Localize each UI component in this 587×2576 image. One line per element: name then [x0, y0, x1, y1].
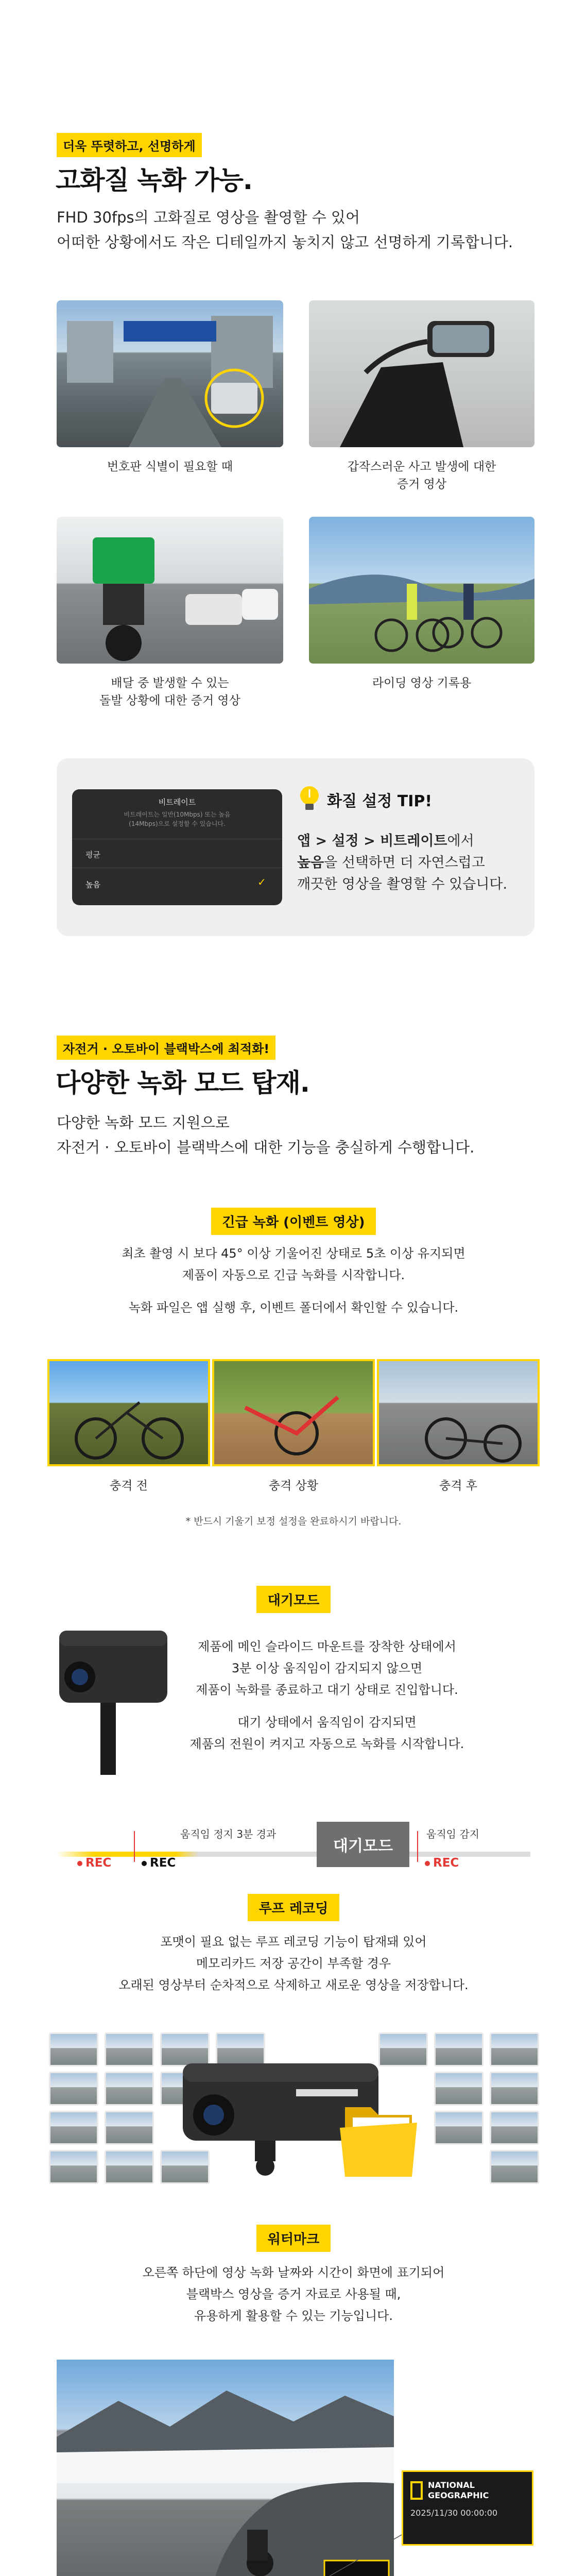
tip-line1	[297, 831, 474, 852]
loop-tag: 루프 레코딩	[248, 1894, 340, 1921]
video-thumbnail	[49, 2072, 98, 2106]
emergency-header	[0, 1208, 587, 1235]
rec-label: REC	[85, 1856, 112, 1870]
loop-line2: 메모리카드 저장 공간이 부족할 경우	[196, 1956, 391, 1971]
video-thumbnail	[490, 2032, 539, 2066]
watermark-header	[0, 2225, 587, 2252]
video-thumbnail	[434, 2032, 484, 2066]
loop-header	[0, 1894, 587, 1921]
bitrate-settings-panel	[72, 789, 282, 905]
watermark-line2: 블랙박스 영상을 증거 자료로 사용될 때,	[186, 2287, 401, 2301]
bitrate-option-average[interactable]: 평균	[85, 850, 100, 859]
standby-line2: 3분 이상 움직임이 감지되지 않으면	[231, 1661, 423, 1675]
check-icon: ✓	[257, 876, 266, 888]
accident-evidence-photo	[309, 300, 534, 447]
section-tag-modes: 자전거 · 오토바이 블랙박스에 최적화!	[57, 1036, 275, 1060]
bitrate-panel-desc2: (14Mbps)으로 설정할 수 있습니다.	[129, 820, 226, 827]
watermark-line3: 유용하게 활용할 수 있는 기능입니다.	[194, 2309, 393, 2323]
before-impact-photo	[47, 1359, 210, 1466]
caption-before-impact: 충격 전	[110, 1479, 148, 1493]
video-thumbnail	[105, 2111, 154, 2145]
emergency-line1: 최초 촬영 시 보다 45° 이상 기울어진 상태로 5초 이상 유지되면	[122, 1246, 465, 1261]
emergency-line2: 제품이 자동으로 긴급 녹화를 시작합니다.	[182, 1268, 405, 1282]
standby-line4: 대기 상태에서 움직임이 감지되면	[237, 1715, 417, 1730]
lightbulb-icon	[298, 784, 321, 814]
section-title-modes: 다양한 녹화 모드 탑재.	[56, 1068, 309, 1098]
rec-label: REC	[150, 1856, 176, 1870]
caption-accident-line1: 갑작스러운 사고 발생에 대한	[347, 460, 496, 473]
video-thumbnail	[490, 2072, 539, 2106]
modes-desc-line2: 자전거 · 오토바이 블랙박스에 대한 기능을 충실하게 수행합니다.	[57, 1139, 475, 1156]
caption-delivery-line1: 배달 중 발생할 수 있는	[111, 676, 229, 690]
caption-after-impact: 충격 후	[439, 1479, 477, 1493]
video-thumbnail	[49, 2032, 98, 2066]
standby-line3: 제품이 녹화를 종료하고 대기 상태로 진입합니다.	[196, 1683, 458, 1697]
dashcam-device-image	[49, 1620, 183, 1775]
timeline-rec-2	[142, 1856, 176, 1870]
video-thumbnail	[49, 2111, 98, 2145]
video-thumbnail	[105, 2072, 154, 2106]
rec-label: REC	[433, 1856, 459, 1870]
video-thumbnail	[105, 2150, 154, 2184]
quality-tip-box	[57, 758, 534, 936]
delivery-rider-photo	[57, 517, 283, 664]
tip-line2-suffix: 을 선택하면 더 자연스럽고	[324, 855, 485, 871]
tip-line2-high: 높음	[297, 855, 324, 871]
caption-license-plate: 번호판 식별이 필요할 때	[107, 460, 233, 473]
tip-line1-path: 앱 > 설정 > 비트레이트	[297, 833, 447, 849]
timeline-rec-1	[77, 1856, 111, 1870]
callout-connector	[330, 2524, 407, 2576]
tip-line1-suffix: 에서	[447, 833, 474, 849]
riding-record-photo	[309, 517, 534, 664]
video-thumbnail	[49, 2150, 98, 2184]
loop-line3: 오래된 영상부터 순차적으로 삭제하고 새로운 영상을 저장합니다.	[118, 1978, 469, 1992]
watermark-line1: 오른쪽 하단에 영상 녹화 날짜와 시간이 화면에 표기되어	[142, 2265, 445, 2280]
tip-line2	[297, 852, 485, 874]
caption-accident-line2: 증거 영상	[396, 478, 447, 491]
logo-text-national: NATIONAL	[428, 2480, 475, 2490]
video-thumbnail	[105, 2032, 154, 2066]
loop-thumbnail-grid	[49, 2032, 538, 2187]
video-thumbnail	[434, 2111, 484, 2145]
section-tag-quality: 더욱 뚜렷하고, 선명하게	[57, 133, 202, 157]
standby-line1: 제품에 메인 슬라이드 마운트를 장착한 상태에서	[198, 1639, 456, 1654]
rec-dot-icon	[142, 1861, 147, 1866]
standby-timeline	[57, 1822, 530, 1868]
watermark-tag: 워터마크	[256, 2225, 331, 2252]
impact-photo	[212, 1359, 375, 1466]
emergency-note: * 반드시 기울기 보정 설정을 완료하시기 바랍니다.	[185, 1516, 402, 1527]
timeline-label-detect: 움직임 감지	[426, 1828, 479, 1840]
standby-header	[0, 1586, 587, 1613]
folder-icon	[335, 2087, 422, 2184]
watermark-timestamp: 2025/11/30 00:00:00	[410, 2508, 498, 2518]
timeline-label-stop: 움직임 정지 3분 경과	[180, 1828, 277, 1840]
standby-line5: 제품의 전원이 켜지고 자동으로 녹화를 시작합니다.	[189, 1737, 464, 1751]
timeline-bar	[57, 1852, 530, 1857]
license-plate-photo	[57, 300, 283, 447]
rec-dot-icon	[77, 1861, 82, 1866]
timeline-rec-3	[425, 1856, 459, 1870]
video-thumbnail	[490, 2150, 539, 2184]
timeline-marker-stop	[134, 1831, 135, 1862]
video-thumbnail	[490, 2111, 539, 2145]
caption-riding: 라이딩 영상 기록용	[372, 676, 472, 690]
standby-tag: 대기모드	[256, 1586, 331, 1613]
national-geographic-logo-icon	[410, 2481, 423, 2500]
tip-line3: 깨끗한 영상을 촬영할 수 있습니다.	[297, 876, 508, 892]
loop-line1: 포맷이 필요 없는 루프 레코딩 기능이 탑재돼 있어	[160, 1935, 427, 1949]
caption-impact: 충격 상황	[268, 1479, 319, 1493]
after-impact-photo	[377, 1359, 540, 1466]
modes-desc-line1: 다양한 녹화 모드 지원으로	[57, 1114, 230, 1131]
section-title-quality: 고화질 녹화 가능.	[56, 165, 252, 195]
caption-delivery-line2: 돌발 상황에 대한 증거 영상	[99, 694, 240, 707]
emergency-line3: 녹화 파일은 앱 실행 후, 이벤트 폴더에서 확인할 수 있습니다.	[128, 1300, 459, 1315]
standby-mode-box: 대기모드	[317, 1822, 409, 1867]
bitrate-panel-title: 비트레이트	[158, 798, 196, 807]
watermark-zoom-callout	[402, 2470, 533, 2546]
bitrate-panel-desc1: 비트레이트는 일반(10Mbps) 또는 높음	[124, 811, 231, 818]
section-desc-line2: 어떠한 상황에서도 작은 디테일까지 놓치지 않고 선명하게 기록합니다.	[57, 233, 513, 251]
emergency-tag: 긴급 녹화 (이벤트 영상)	[211, 1208, 376, 1235]
tip-title: 화질 설정 TIP!	[327, 792, 433, 810]
bitrate-option-high[interactable]: 높음	[85, 880, 100, 889]
logo-text-geographic: GEOGRAPHIC	[428, 2490, 489, 2500]
rec-dot-icon	[425, 1861, 430, 1866]
video-thumbnail	[434, 2072, 484, 2106]
section-desc-line1: FHD 30fps의 고화질로 영상을 촬영할 수 있어	[57, 209, 360, 226]
timeline-marker-detect	[417, 1831, 418, 1862]
